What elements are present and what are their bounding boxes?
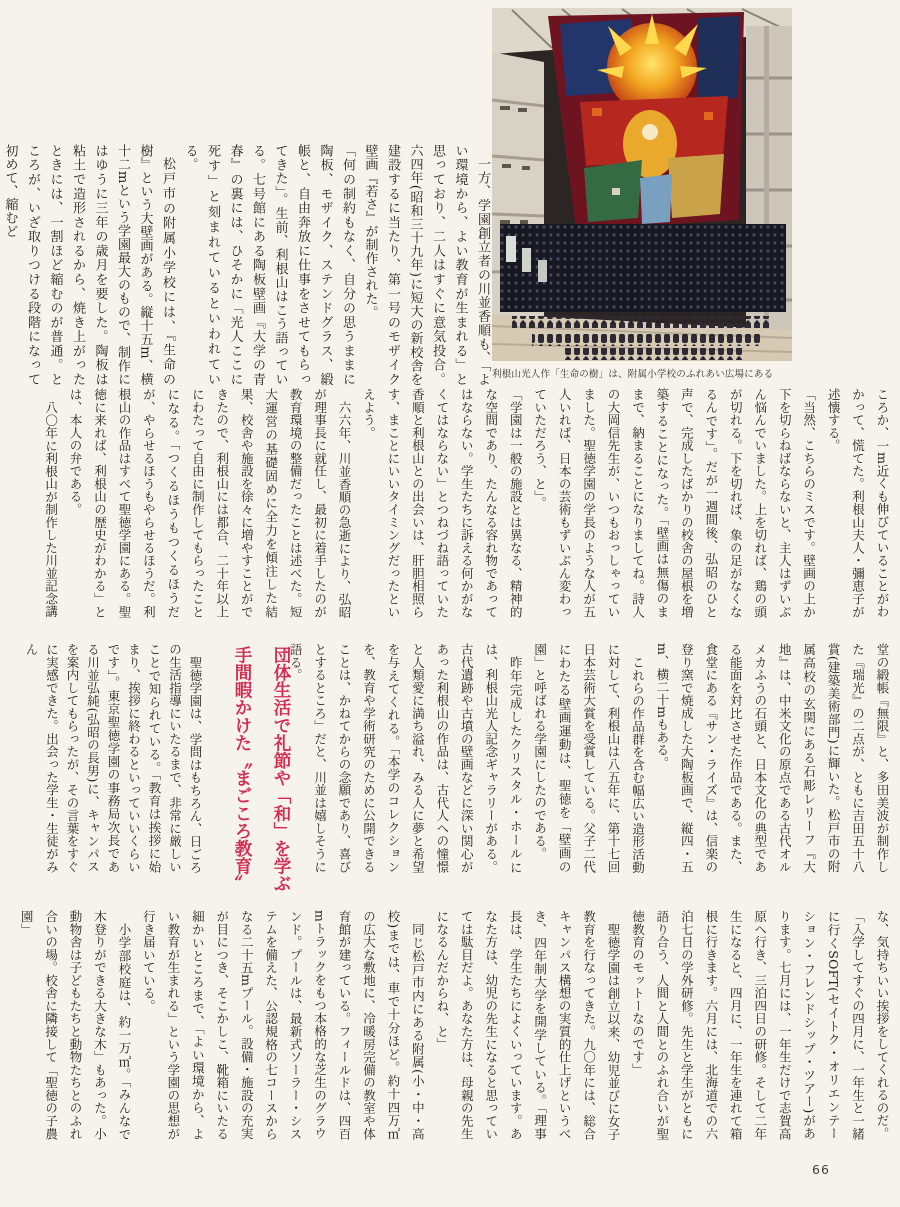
page-number: 66 <box>812 1162 830 1177</box>
paragraph: 堂の緞帳『無限』と、多田美波が制作した『瑞光』の二点が、ともに吉田五十八賞(建築美術部門)に輝いた。松戸市の附属高校の玄関にある石彫レリーフ『大地』は、中米文化の原点である古代オルメカふうの石頭と、日本文化の典型である能面を対比させた作品である。また、食堂にある『サン・ライズ』は、信楽の登り窯で焼成した大陶板画で、縦四・五m、横二十mもある。 <box>654 643 890 873</box>
article-row3-right-text <box>288 643 894 873</box>
paragraph: 「入学してすぐの四月に、一年生と一緒に行くSOFT(セイトク・オリエンテーション・フレンドシップ・ツアー)があります。七月には、一年生だけで志賀高原へ行き、三泊四日の研修。そして二年生になると、四月に、一年生を連れて箱根に行きます。六月には、北海道での六泊七日の学外研修。先生と学生がともに語り合う、人間と人間とのふれ合いが聖徳教育のモットーなのです」 <box>630 910 866 1140</box>
paragraph: ころか、一m近くも伸びていることがわかって、慌てた。利根山夫人・彌恵子が述懐する。 <box>826 388 890 618</box>
section-headline <box>220 646 300 894</box>
paragraph: これらの作品群を含む幅広い造形活動に対して、利根山は八五年に、第十七回日本芸術大賞を受賞している。父子二代にわたる壁画運動は、聖徳を「壁画の園」と呼ばれる学園にしたのである。 <box>532 643 646 873</box>
paragraph: 「当然、こちらのミスです。壁画の上か下を切らねばならないと、主人はずいぶん悩んでいました。上を切れば、鶏の頭が切れる。下を切れば、象の足がなくなるんです」。だが一週間後、弘昭のひと声で、完成したばかりの校舎の屋根を増築することになった。「壁画は無傷のままで、納まることになりましてね。詩人の大岡信先生が、いつもおっしゃっていました。聖徳学園の学長のような人が五人いれば、日本の芸術もずいぶん変わっていただろう、と」。 <box>532 388 817 618</box>
article-row3-left-text <box>24 643 205 873</box>
article-row2-text <box>38 388 894 618</box>
paragraph: 昨年完成したクリスタル・ホールには、利根山光人記念ギャラリーがある。古代遺跡や古墳の壁画などに深い関心があった利根山の作品は、古代人への憧憬と人類愛に満ち溢れ、みる人に夢と希望を与えてくれる。「本学のコレクションを、教育や学術研究のために公開できることは、かねてからの念願であり、喜びとするところ」だと、川並は嬉しそうに語る。 <box>288 643 524 873</box>
headline-line2: 手間暇かけた〝まごころ教育〟 <box>232 646 252 893</box>
paragraph: 松戸市の附属小学校には、『生命の樹』という大壁画がある。縦十五m、横十二mという学園最大のもので、制作にはゆうに三年の歳月を要した。陶板は粘土で造形されるから、焼き上がったときには、一割ほど縮むのが普通。ところが、いざ取りつける段階になって初めて、縮むど <box>2 144 175 386</box>
mural-photo-illustration <box>492 8 792 361</box>
paragraph: 「学園は一般の施設とは異なる、精神的な空間であり、たんなる容れ物であってはならない。学生たちに訴える何かがなくてはならない」とつねづね語っていた香順と利根山との出会いは、肝胆相照らす、まことにいいタイミングだったといえよう。 <box>361 388 524 618</box>
paragraph: 八〇年に利根山が制作した川並記念講 <box>43 400 59 618</box>
paragraph: 同じ松戸市内にある附属(小・中・高校)までは、車で十分ほど。約十四万㎡の広大な敷地に、冷暖房完備の教室や体育館が建っている。フィールドは、四百mトラックをもつ本格的な芝生のグラウンド。プールは、最新式ソーラー・システムを備えた、公認規格の七コースからなる二十五mプール。設備・施設の充実が目につき、そこかしこ、靴箱にいたる細かいところまで、「よい環境から、よい教育が生まれる」という学園の思想が行き届いている。 <box>141 910 426 1140</box>
headline-line1: 団体生活で礼節や「和」を学ぶ <box>271 646 291 893</box>
photo-caption: 利根山光人作「生命の樹」は、附属小学校のふれあい広場にある <box>492 369 774 380</box>
paragraph: 「何の制約もなく、自分の思うままに陶板、モザイク、ステンドグラス、緞帳と、自由奔放に仕事をさせてもらってきた」。生前、利根山はこう語っている。七号館にある陶板壁画『大学の青春』の裏には、ひそかに「光人ここに死す」と刻まれているといわれている。 <box>182 144 355 386</box>
paragraph: 六六年、川並香順の急逝により、弘昭が理事長に就任し、最初に着手したのが教育環境の整備だったことは述べた。短大運営の基礎固めに全力を傾注した結果、校舎や施設を徐々に増やすことができたので、利根山には都合、二十年以上にわたって自由に制作してもらったことになる。「つくるほうもつくるほうだが、やらせるほうもやらせるほうだ。利根山の作品はすべて聖徳学園にある。聖徳に来れば、利根山の歴史がわかる」とは、本人の弁である。 <box>68 388 353 618</box>
paragraph: な、気持ちいい挨拶をしてくれるのだ。 <box>875 910 890 1140</box>
atrium-mural-photo <box>492 8 792 361</box>
paragraph: 一方、学園創立者の川並香順も、「よい環境から、よい教育が生まれる」と思っており、二人はすぐに意気投合。六四年(昭和三十九年)に短大の新校舎を建設するに当たり、第一号のモザイク壁画『若さ』が制作された。 <box>362 144 490 386</box>
article-row4-text <box>19 910 894 1140</box>
paragraph: 聖徳学園は創立以来、幼児並びに女子教育を行なってきた。九〇年には、総合キャンパス構想の実質的仕上げというべき、四年制大学を開学している。「理事長は、学生たちによくいっています。あなた方は、幼児の先生になると思っていては駄目だよ。あなた方は、母親の先生になるんだからね、と」 <box>434 910 622 1140</box>
paragraph: 聖徳学園は、学問はもちろん、日ごろの生活指導にいたるまで、非常に厳しいことで知られている。「教育は挨拶に始まり、挨拶に終わるといっていいくらいです」。東京聖徳学園の事務局次長である川並弘純(弘昭の長男)に、キャンパスを案内してもらったが、その言葉をすぐに実感できた。出会った学生・生徒がみん <box>24 643 203 873</box>
article-row1-text <box>2 144 493 386</box>
mural <box>548 12 744 230</box>
paragraph: 小学部校庭は、約一万㎡。「みんなで木登りができる大きな木」もあった。小動物舎は子どもたちと動物たちとのふれ合いの場。校舎に隣接して「聖徳の子農園」 <box>19 910 132 1140</box>
